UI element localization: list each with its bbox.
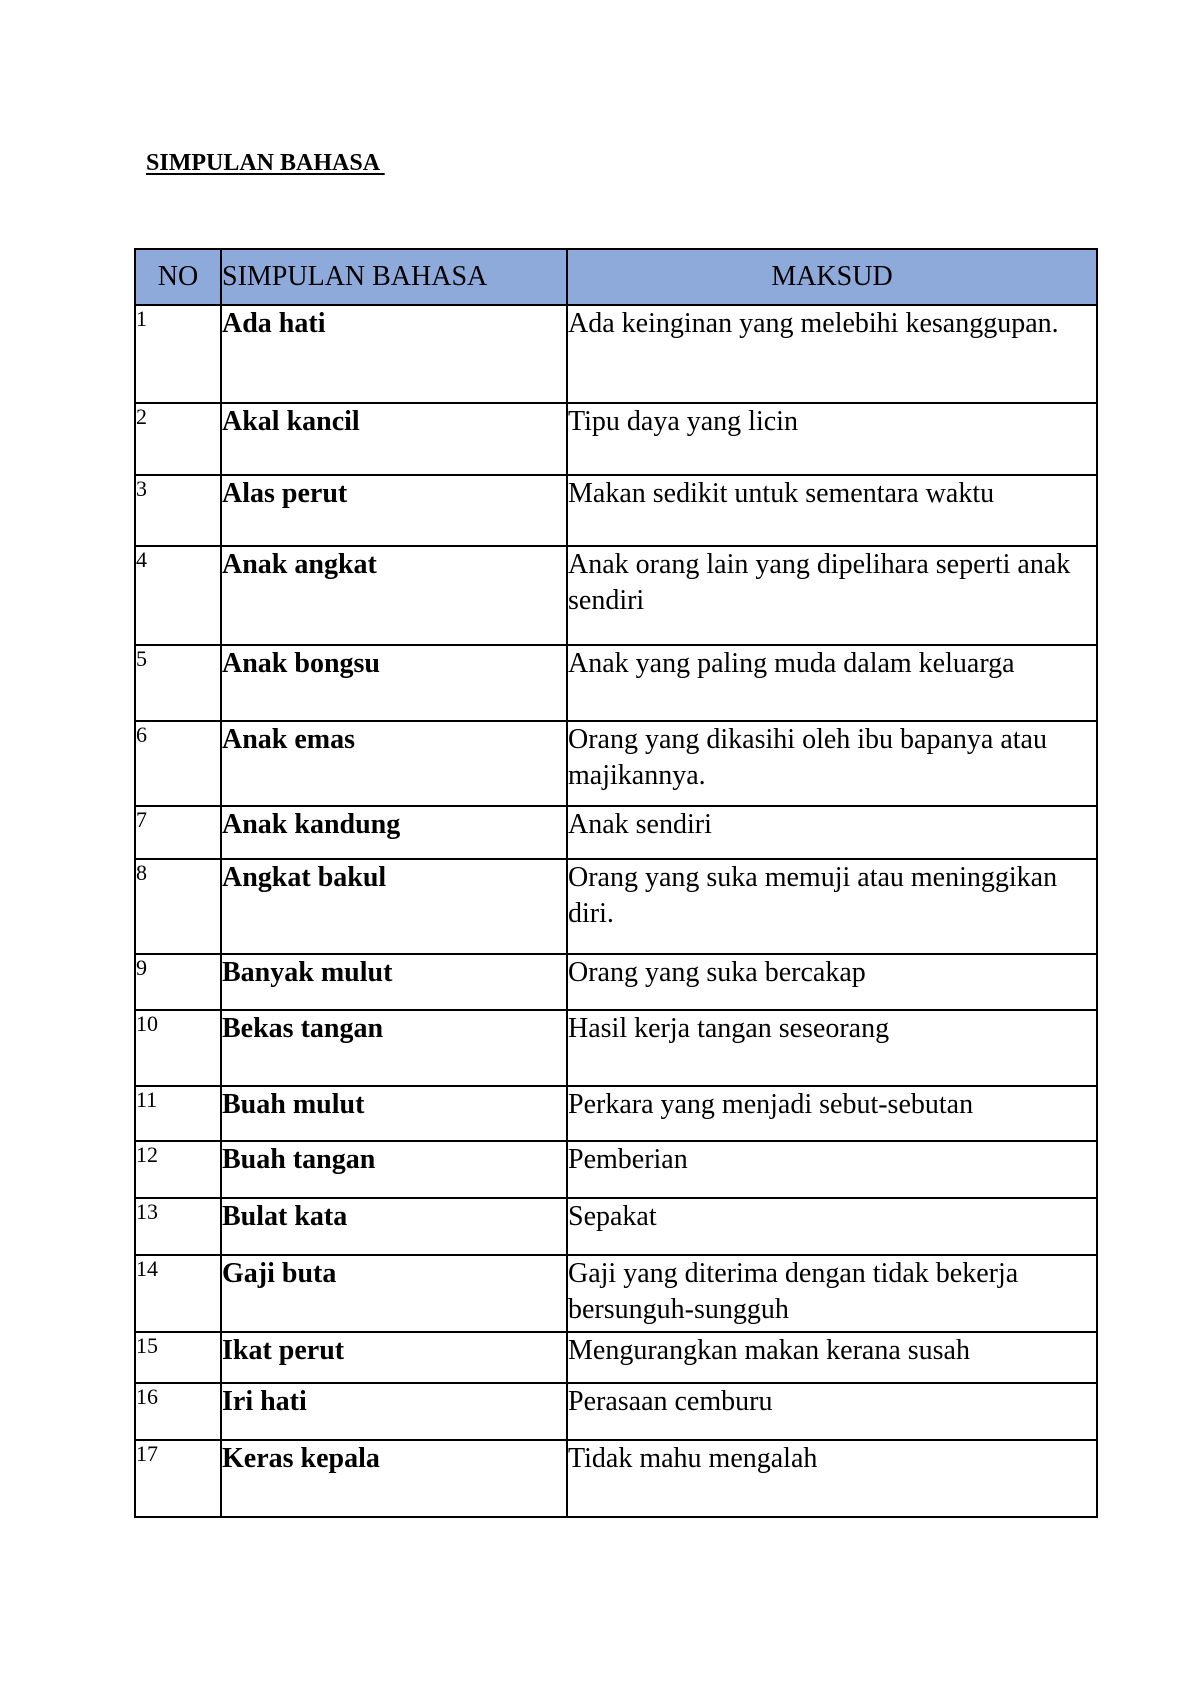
row-number: 3 <box>135 475 221 546</box>
row-number: 15 <box>135 1332 221 1383</box>
row-meaning: Perasaan cemburu <box>567 1383 1097 1440</box>
row-meaning: Gaji yang diterima dengan tidak bekerja bersunguh-sungguh <box>567 1255 1097 1332</box>
row-term: Keras kepala <box>221 1440 567 1517</box>
row-term: Bulat kata <box>221 1198 567 1255</box>
header-no: NO <box>135 249 221 305</box>
table-row <box>135 1332 1097 1383</box>
row-term: Ada hati <box>221 305 567 403</box>
row-term: Banyak mulut <box>221 954 567 1010</box>
row-number: 7 <box>135 806 221 859</box>
table-row <box>135 305 1097 403</box>
table-row <box>135 546 1097 645</box>
row-meaning: Sepakat <box>567 1198 1097 1255</box>
row-term: Anak emas <box>221 721 567 806</box>
table-row <box>135 645 1097 721</box>
row-meaning: Mengurangkan makan kerana susah <box>567 1332 1097 1383</box>
row-number: 10 <box>135 1010 221 1086</box>
row-number: 8 <box>135 859 221 954</box>
row-meaning: Orang yang dikasihi oleh ibu bapanya atau majikannya. <box>567 721 1097 806</box>
table-row <box>135 1010 1097 1086</box>
row-number: 14 <box>135 1255 221 1332</box>
row-number: 11 <box>135 1086 221 1141</box>
table-row <box>135 859 1097 954</box>
row-term: Anak kandung <box>221 806 567 859</box>
row-number: 16 <box>135 1383 221 1440</box>
header-simpulan-bahasa: SIMPULAN BAHASA <box>221 249 567 305</box>
row-meaning: Hasil kerja tangan seseorang <box>567 1010 1097 1086</box>
row-term: Iri hati <box>221 1383 567 1440</box>
row-term: Anak angkat <box>221 546 567 645</box>
row-number: 2 <box>135 403 221 475</box>
row-meaning: Anak yang paling muda dalam keluarga <box>567 645 1097 721</box>
table-row <box>135 475 1097 546</box>
row-meaning: Ada keinginan yang melebihi kesanggupan. <box>567 305 1097 403</box>
header-maksud: MAKSUD <box>567 249 1097 305</box>
table-row <box>135 403 1097 475</box>
row-meaning: Anak orang lain yang dipelihara seperti anak sendiri <box>567 546 1097 645</box>
row-meaning: Makan sedikit untuk sementara waktu <box>567 475 1097 546</box>
row-number: 17 <box>135 1440 221 1517</box>
table-row <box>135 721 1097 806</box>
row-term: Anak bongsu <box>221 645 567 721</box>
row-number: 6 <box>135 721 221 806</box>
row-meaning: Orang yang suka bercakap <box>567 954 1097 1010</box>
row-meaning: Pemberian <box>567 1141 1097 1198</box>
row-meaning: Perkara yang menjadi sebut-sebutan <box>567 1086 1097 1141</box>
table-header-row <box>135 249 1097 305</box>
row-term: Alas perut <box>221 475 567 546</box>
row-meaning: Anak sendiri <box>567 806 1097 859</box>
table-row <box>135 1141 1097 1198</box>
row-meaning: Orang yang suka memuji atau meninggikan diri. <box>567 859 1097 954</box>
table-row <box>135 1086 1097 1141</box>
row-term: Ikat perut <box>221 1332 567 1383</box>
row-number: 5 <box>135 645 221 721</box>
row-meaning: Tidak mahu mengalah <box>567 1440 1097 1517</box>
page-title: SIMPULAN BAHASA <box>146 150 385 176</box>
row-term: Buah mulut <box>221 1086 567 1141</box>
table-row <box>135 1440 1097 1517</box>
table-row <box>135 806 1097 859</box>
table-row <box>135 1383 1097 1440</box>
row-meaning: Tipu daya yang licin <box>567 403 1097 475</box>
table-row <box>135 1198 1097 1255</box>
table-row <box>135 954 1097 1010</box>
row-term: Bekas tangan <box>221 1010 567 1086</box>
row-number: 12 <box>135 1141 221 1198</box>
row-number: 1 <box>135 305 221 403</box>
row-number: 13 <box>135 1198 221 1255</box>
row-number: 4 <box>135 546 221 645</box>
row-number: 9 <box>135 954 221 1010</box>
row-term: Gaji buta <box>221 1255 567 1332</box>
row-term: Angkat bakul <box>221 859 567 954</box>
row-term: Buah tangan <box>221 1141 567 1198</box>
table-row <box>135 1255 1097 1332</box>
simpulan-bahasa-table <box>134 248 1098 1518</box>
row-term: Akal kancil <box>221 403 567 475</box>
